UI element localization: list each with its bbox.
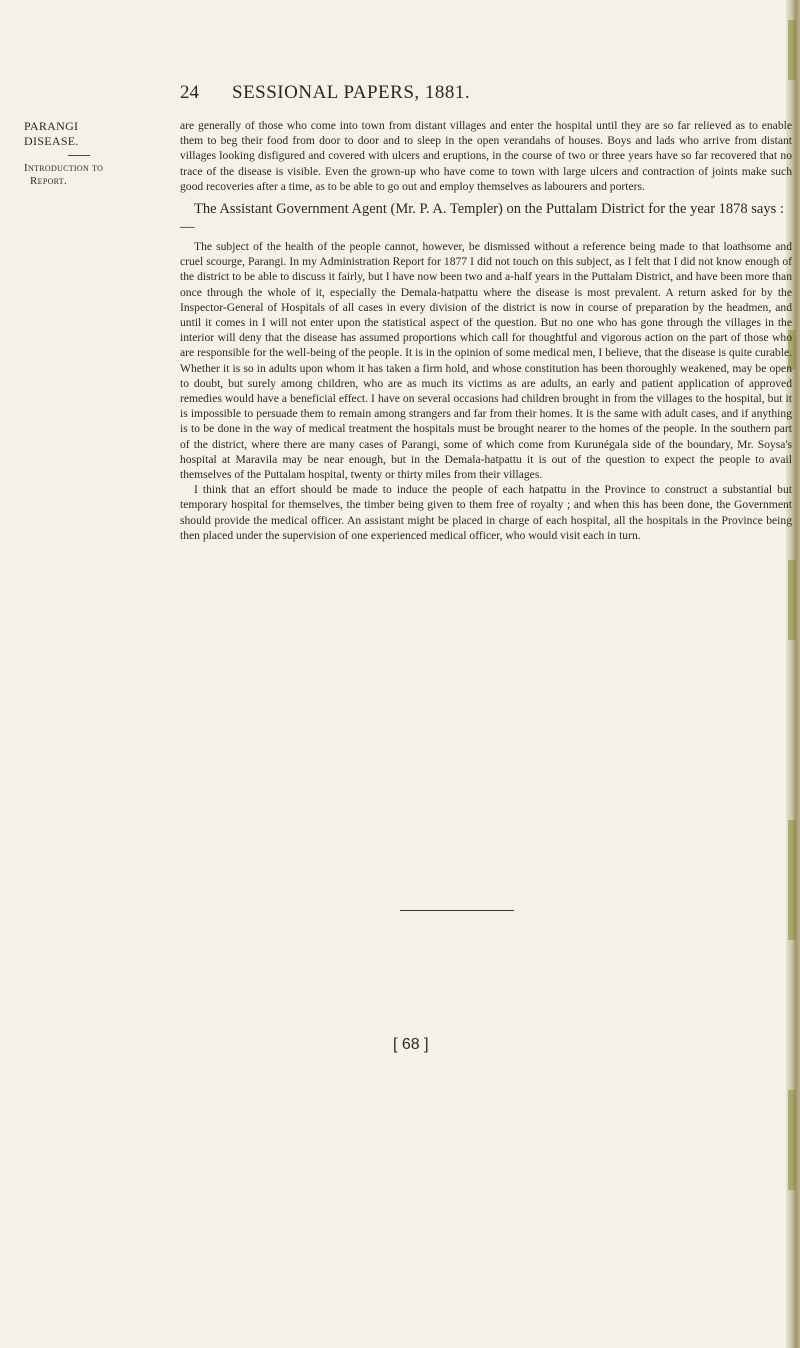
margin-note-rule (68, 155, 90, 156)
section-subheading: The Assistant Government Agent (Mr. P. A. Templer) on the Puttalam District for the year 1878 says :— (180, 201, 784, 236)
page-header (0, 82, 800, 112)
edge-stain (788, 1090, 796, 1190)
margin-note (24, 119, 164, 188)
main-text (180, 118, 792, 543)
end-rule (400, 910, 514, 911)
page-footer-mark: [ 68 ] (393, 1036, 429, 1053)
quoted-paragraph-2: I think that an effort should be made to induce the people of each hatpattu in the Province to construct a substantial but temporary hospital for themselves, the timber being given to them free of royalty ; and when this has been done, the Government should provide the medical officer. An assistant might be placed in charge of each hospital, all the hospitals in the Province being then placed under the supervision of one experienced medical officer, who would visit each in turn. (180, 483, 792, 542)
margin-note-title-line1: PARANGI (24, 119, 79, 133)
page-number: 24 (180, 82, 199, 103)
edge-stain (788, 560, 796, 640)
margin-note-sub-line2: Report. (30, 175, 68, 187)
margin-note-sub-line1: Introduction to (24, 162, 104, 174)
intro-paragraph: are generally of those who come into town from distant villages and enter the hospital until they are so far relieved as to enable them to beg their food from door to door and to sleep in the open verandahs of houses. Boys and lads who arrive from distant villages looking disfigured and covered with ulcers and eruptions, in the course of two or three years have so far recovered that no trace of the disease is visible. Even the grown-up who have come to town with large ulcers and contraction of joints make such good recoveries after a time, as to be able to go out and employ themselves as labourers and porters. (180, 119, 792, 193)
edge-stain (788, 20, 796, 80)
edge-stain (788, 820, 796, 940)
quoted-paragraph-1: The subject of the health of the people cannot, however, be dismissed without a reference being made to that loathsome and cruel scourge, Parangi. In my Administration Report for 1877 I did not touch on this subject, as I felt that I did not know enough of the district to be able to discuss it fairly, but I have now been two and a-half years in the Puttalam District, and have been more than once through the whole of it, especially the Demala-hatpattu where the disease is most prevalent. A return asked for by the Inspector-General of Hospitals of all cases in every division of the district is now in course of preparation by the headmen, and until it comes in I will not enter upon the statistical aspect of the question. But no one who has gone through the villages in the interior will deny that the disease has assumed proportions which call for thoughtful and vigorous action on the part of those who are responsible for the well-being of the people. It is in the opinion of some medical men, I believe, that the disease is quite curable. Whether it is so in adults upon whom it has taken a firm hold, and whose constitution has been thoroughly weakened, may be open to doubt, but surely among children, who are as much its victims as are adults, an early and patient application of approved remedies would have a beneficial effect. I have on several occasions had children brought in from the villages to the hospital, but it is impossible to persuade them to remain among strangers and far from their homes. It is the same with adult cases, and if anything is to be done in the way of medical treatment the hospitals must be brought nearer to the homes of the people. In the southern part of the district, where there are many cases of Parangi, some of which come from Kurunégala side of the boundary, Mr. Soysa's hospital at Maravila may be near enough, but in the Demala-hatpattu it is out of the question to expect the people to avail themselves of the Puttalam hospital, twenty or thirty miles from their villages. (180, 240, 792, 482)
running-head: SESSIONAL PAPERS, 1881. (232, 82, 471, 103)
margin-note-title-line2: DISEASE. (24, 134, 79, 148)
